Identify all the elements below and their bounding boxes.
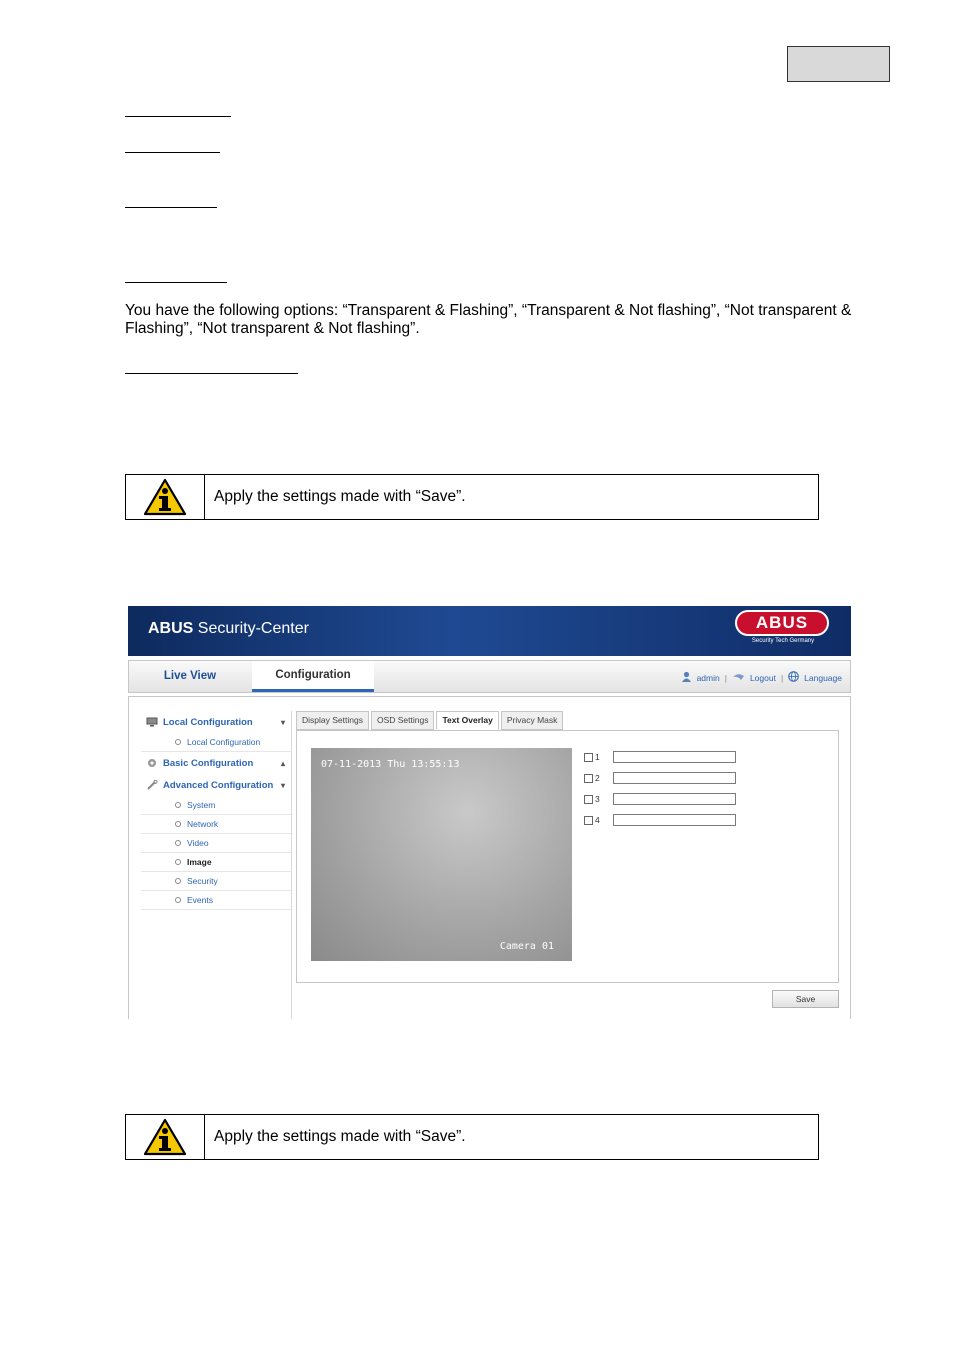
- heading-underline-4: [125, 282, 227, 283]
- app-banner: [128, 606, 851, 656]
- user-bar: admin | Logout | Language: [681, 671, 842, 684]
- sidebar: [141, 711, 291, 910]
- tab-live-view[interactable]: Live View: [163, 670, 217, 682]
- bullet-icon: [175, 840, 181, 846]
- logout-link[interactable]: Logout: [749, 672, 776, 683]
- info-note: [125, 474, 819, 520]
- tab-configuration[interactable]: Configuration: [252, 661, 374, 692]
- user-icon: [681, 671, 692, 684]
- globe-icon: [788, 671, 799, 684]
- overlay-row-3: 3: [584, 793, 600, 805]
- overlay-checkbox-4[interactable]: [584, 816, 593, 825]
- tab-osd-settings[interactable]: OSD Settings: [371, 711, 435, 730]
- abus-logo: [735, 610, 831, 648]
- overlay-row-4: 4: [584, 814, 600, 826]
- abus-logo-subtext: Security Tech Germany: [751, 638, 815, 644]
- overlay-text-field-1[interactable]: [613, 751, 736, 763]
- overlay-checkbox-2[interactable]: [584, 774, 593, 783]
- main-panel: [128, 696, 851, 1019]
- chevron-up-icon: ▴: [280, 758, 285, 768]
- sidebar-divider: [291, 711, 292, 1019]
- video-camera-name: Camera 01: [499, 941, 554, 952]
- wrench-icon: [146, 780, 158, 790]
- app-title: ABUS Security-Center: [148, 620, 309, 637]
- sidebar-item-local-configuration[interactable]: Local Configuration: [141, 733, 291, 752]
- bullet-icon: [175, 897, 181, 903]
- sidebar-item-events[interactable]: Events: [141, 891, 291, 910]
- sidebar-item-security[interactable]: Security: [141, 872, 291, 891]
- bullet-icon: [175, 739, 181, 745]
- tab-text-overlay[interactable]: Text Overlay: [436, 711, 498, 730]
- sidebar-group-basic-configuration[interactable]: Basic Configuration ▴: [141, 752, 291, 774]
- text-overlay-panel: [296, 730, 839, 983]
- overlay-text-field-3[interactable]: [613, 793, 736, 805]
- video-preview: [311, 748, 572, 961]
- sidebar-item-network[interactable]: Network: [141, 815, 291, 834]
- overlay-row-2: 2: [584, 772, 600, 784]
- bullet-icon: [175, 802, 181, 808]
- monitor-icon: [146, 717, 158, 727]
- info-warning-icon: [126, 1115, 205, 1159]
- overlay-row-1: 1: [584, 751, 600, 763]
- overlay-checkbox-3[interactable]: [584, 795, 593, 804]
- top-nav: [128, 660, 851, 693]
- tab-display-settings[interactable]: Display Settings: [296, 711, 369, 730]
- sidebar-item-system[interactable]: System: [141, 796, 291, 815]
- bullet-icon: [175, 821, 181, 827]
- subtab-bar: [296, 711, 565, 730]
- info-note-text: Apply the settings made with “Save”.: [214, 488, 466, 505]
- overlay-text-field-4[interactable]: [613, 814, 736, 826]
- language-link[interactable]: Language: [804, 672, 842, 683]
- sidebar-item-image[interactable]: Image: [141, 853, 291, 872]
- bullet-icon: [175, 878, 181, 884]
- page-number-box: [787, 46, 890, 82]
- heading-underline-5: [125, 373, 298, 374]
- abus-logo-mark: ABUS: [735, 610, 829, 636]
- video-timestamp: 07-11-2013 Thu 13:55:13: [321, 759, 460, 770]
- options-paragraph: You have the following options: “Transparent & Flashing”, “Transparent & Not flashing”, “Not transparent & Flashing”, “Not transparent & Not flashing”.: [125, 302, 852, 337]
- heading-underline-2: [125, 152, 220, 153]
- chevron-down-icon: ▾: [280, 780, 285, 790]
- sidebar-item-video[interactable]: Video: [141, 834, 291, 853]
- info-note-text: Apply the settings made with “Save”.: [214, 1128, 466, 1145]
- heading-underline-3: [125, 207, 217, 208]
- overlay-text-field-2[interactable]: [613, 772, 736, 784]
- bullet-icon: [175, 859, 181, 865]
- logout-icon: [732, 672, 745, 683]
- heading-underline-1: [125, 116, 231, 117]
- sidebar-group-advanced-configuration[interactable]: Advanced Configuration ▾: [141, 774, 291, 796]
- abus-ui-screenshot: [128, 606, 851, 1018]
- info-note: [125, 1114, 819, 1160]
- gear-icon: [146, 758, 158, 768]
- info-warning-icon: [126, 475, 205, 519]
- save-button[interactable]: Save: [772, 990, 839, 1008]
- chevron-down-icon: ▾: [280, 717, 285, 727]
- overlay-checkbox-1[interactable]: [584, 753, 593, 762]
- sidebar-group-local-configuration[interactable]: Local Configuration ▾: [141, 711, 291, 733]
- user-link[interactable]: admin: [696, 672, 720, 683]
- tab-privacy-mask[interactable]: Privacy Mask: [501, 711, 564, 730]
